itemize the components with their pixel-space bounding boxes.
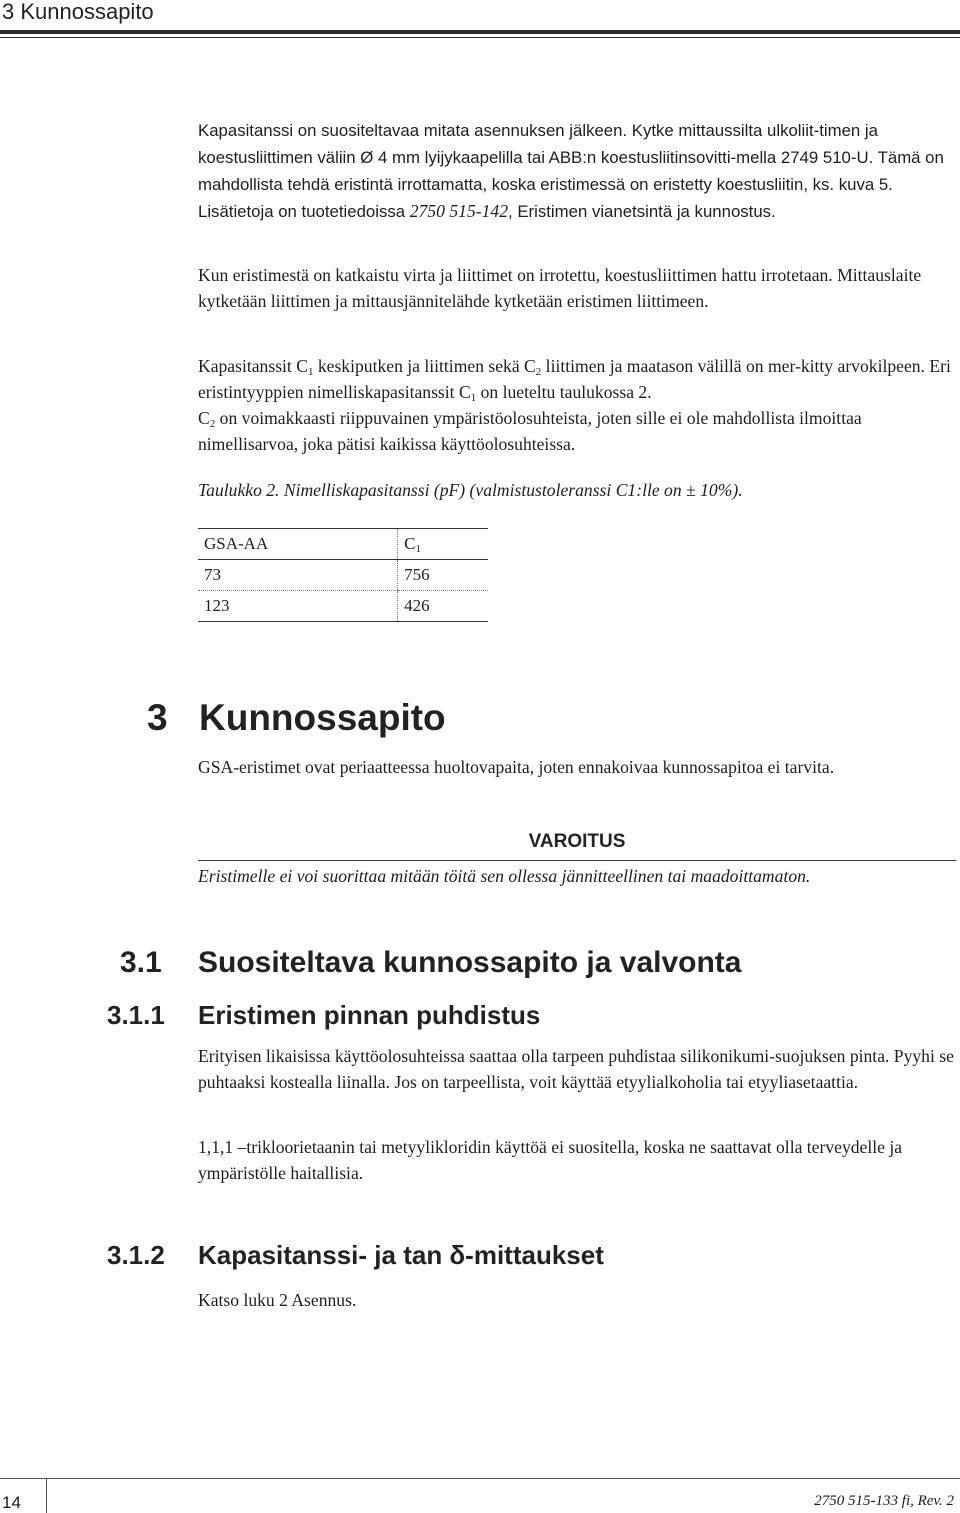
header-rule xyxy=(0,30,960,34)
table-caption: Taulukko 2. Nimelliskapasitanssi (pF) (valmistustoleranssi C1:lle on ± 10%). xyxy=(198,480,743,500)
footer-divider xyxy=(46,1478,47,1513)
table-header-gsa-aa: GSA-AA xyxy=(204,534,269,553)
cleaning-paragraph-2: 1,1,1 –trikloorietaanin tai metyylikloridin käyttöä ei suositella, koska ne saattavat olla terveydelle ja ympäristölle haitallisia. xyxy=(198,1137,903,1183)
table-cell: 756 xyxy=(398,560,488,591)
table-row xyxy=(198,591,488,622)
capacitance-table xyxy=(198,528,488,622)
table-cell: 73 xyxy=(198,560,398,591)
paragraph-disconnect: Kun eristimestä on katkaistu virta ja liittimet on irrotettu, koestusliittimen hattu irrotetaan. Mittauslaite kytketään liittimen ja mittausjännitelähde kytketään eristimen liittimeen. xyxy=(198,265,922,311)
section-3-intro: GSA-eristimet ovat periaatteessa huoltovapaita, joten ennakoivaa kunnossapitoa ei tarvita. xyxy=(198,757,835,777)
page-number: 14 xyxy=(2,1493,21,1512)
footer-rule xyxy=(0,1478,960,1479)
warning-title: VAROITUS xyxy=(528,831,626,852)
warning-rule xyxy=(198,860,956,861)
document-reference: 2750 515-133 fi, Rev. 2 xyxy=(814,1493,954,1509)
table-cell: 426 xyxy=(398,591,488,622)
section-heading-3: 3 Kunnossapito xyxy=(147,697,446,738)
warning-text: Eristimelle ei voi suorittaa mitään töitä sen ollessa jännitteellinen tai maadoittamaton. xyxy=(198,866,811,886)
table-header-c1: $C_1$ xyxy=(398,529,488,560)
paragraph-measurement-intro: Kapasitanssi on suositeltavaa mitata asennuksen jälkeen. Kytke mittaussilta ulkoliit-timen ja koestusliittimen väliin Ø 4 mm lyijykaapelilla tai ABB:n koestusliitinsovitti-mella 2749 510-U. Tämä on mahdollista tehdä eristintä irrottamatta, koska eristimessä on eristetty koestusliitin, ks. kuva 5. Lisätietoja on tuotetiedoissa 2750 515-142, Eristimen vianetsintä ja kunnostus. xyxy=(198,121,944,221)
measurement-reference: Katso luku 2 Asennus. xyxy=(198,1290,357,1310)
doc-reference: 2750 515-142 xyxy=(409,201,509,221)
table-cell: 123 xyxy=(204,596,230,615)
header-rule-thin xyxy=(0,37,960,38)
table-header-row xyxy=(198,529,488,560)
cleaning-paragraph-1: Erityisen likaisissa käyttöolosuhteissa saattaa olla tarpeen puhdistaa silikonikumi-suojuksen pinta. Pyyhi se puhtaaksi kostealla liinalla. Jos on tarpeellista, voit käyttää etyylialkoholia tai etyyliasetaattia. xyxy=(198,1046,954,1092)
paragraph-capacitances: Kapasitanssit $C_1$ keskiputken ja liittimen sekä $C_2$ liittimen ja maatason välillä on mer-kitty arvokilpeen. Eri eristintyyppien nimelliskapasitanssit $C_1$ on lueteltu taulukossa 2. $C_2$ on voimakkaasti riippuvainen ympäristöolosuhteista, joten sille ei ole mahdollista ilmoittaa nimellisarvoa, joka pätisi kaikissa käyttöolosuhteissa. xyxy=(198,356,951,454)
running-header: 3 Kunnossapito xyxy=(2,0,154,24)
table-row xyxy=(198,560,488,591)
